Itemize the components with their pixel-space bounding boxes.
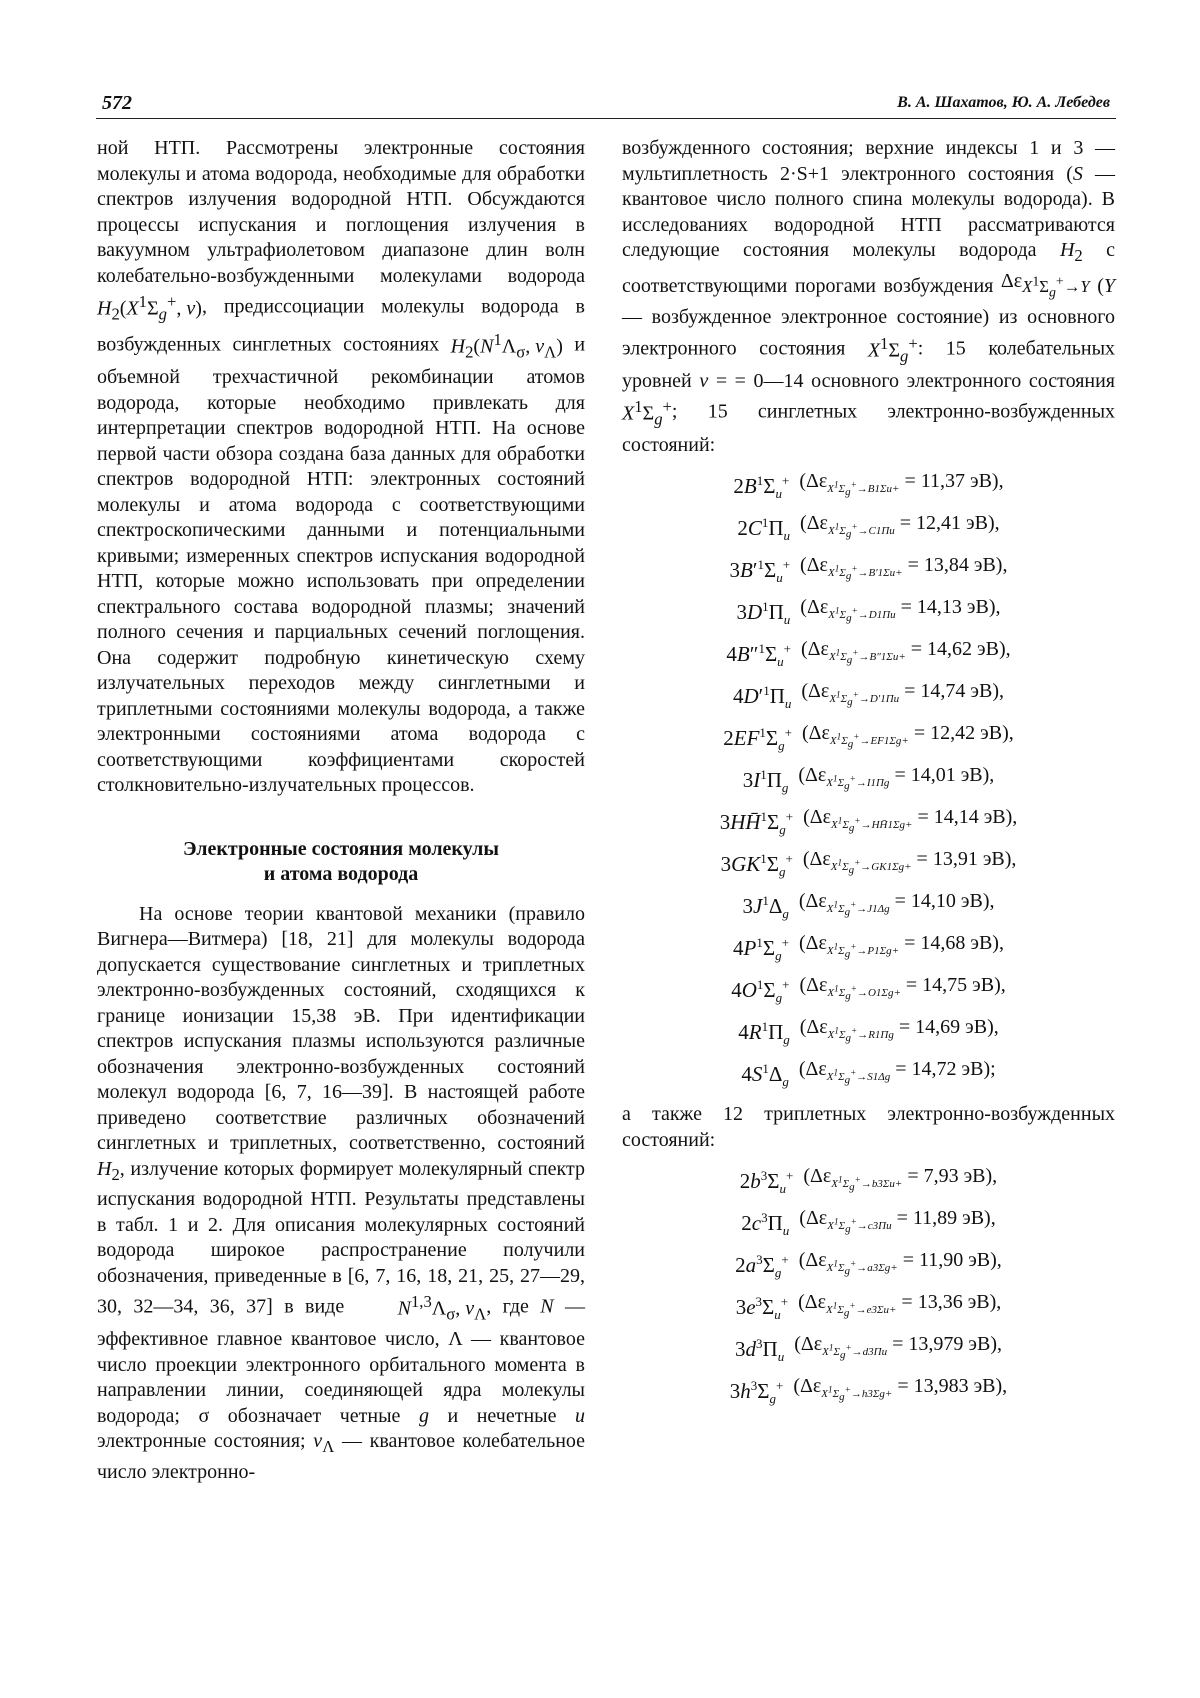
formula-state-notation: $N^{1,3}\Lambda_\sigma$, $v_\Lambda$ bbox=[397, 1292, 487, 1324]
singlet-state-2: $2C^1\Pi_u$ ($\Delta\varepsilon_{X^1\Sigma_g^+\to C1\Pi u} = 12,41$ эВ), bbox=[737, 511, 1000, 543]
left-column bbox=[97, 136, 585, 1485]
formula-h2-excited-singlet: $H_2(N^1\Lambda_\sigma$, $v_\Lambda$) bbox=[450, 330, 563, 362]
triplet-state-1: $2b^3\Sigma_u^+$ ($\Delta\varepsilon_{X^1\Sigma_g^+\to b3\Sigma u+} = 7,93$ эВ), bbox=[739, 1164, 998, 1196]
singlet-state-6: $4D'^1\Pi_u$ ($\Delta\varepsilon_{X^1\Sigma_g^+\to D'1\Pi u} = 14,74$ эВ), bbox=[732, 679, 1005, 711]
singlet-state-8: $3I^1\Pi_g$ ($\Delta\varepsilon_{X^1\Sigma_g^+\to I1\Pi g} = 14,01$ эВ), bbox=[742, 763, 995, 795]
paragraph-thresholds: возбужденного состояния; верхние индексы 1 и 3 — мультиплетность 2·S+1 электронного состояния (S — квантовое число полного спина молекулы водорода). В исследованиях водородной НТП рассматриваются следующие состояния молекулы водорода $H_2$ с соответствующими порогами возбуждения $\Delta\varepsilon_{X^1\Sigma_g^+\to Y}$ (Y — возбужденное электронное состояние) из основного электронного состояния $X^1\Sigma_g^+$: 15 колебательных уровней v = = 0—14 основного электронного состояния $X^1\Sigma_g^+$; 15 синглетных электронно-возбужденных состояний: bbox=[622, 137, 1116, 456]
page-number: 572 bbox=[102, 92, 132, 114]
singlet-state-12: $4P^1\Sigma_g^+$ ($\Delta\varepsilon_{X^1\Sigma_g^+\to P1\Sigma g+} = 14,68$ эВ), bbox=[733, 931, 1004, 963]
singlet-state-14: $4R^1\Pi_g$ ($\Delta\varepsilon_{X^1\Sigma_g^+\to R1\Pi g} = 14,69$ эВ), bbox=[738, 1015, 999, 1047]
singlet-state-3: $3B'^1\Sigma_u^+$ ($\Delta\varepsilon_{X^1\Sigma_g^+\to B'1\Sigma u+} = 13,84$ эВ), bbox=[729, 553, 1008, 585]
formula-h2-ground-state: $H_2(X^1\Sigma_g^+$, v) bbox=[97, 292, 202, 324]
singlet-state-10: $3GK^1\Sigma_g^+$ ($\Delta\varepsilon_{X^1\Sigma_g^+\to GK1\Sigma g+} = 13,91$ эВ), bbox=[720, 847, 1017, 879]
formula-threshold: $\Delta\varepsilon_{X^1\Sigma_g^+\to Y}$ bbox=[1000, 269, 1090, 300]
paragraph-intro-continued: ной НТП. Рассмотрены электронные состояния молекулы и атома водорода, необходимые для обработки спектров излучения водородной НТП. Обсуждаются процессы испускания и поглощения излучения в вакуумном ультрафиолетовом диапазоне длин волн колебательно-возбужденными молекулами водорода $H_2(X^1\Sigma_g^+$, v), предиссоциации молекулы водорода в возбужденных синглетных состояниях $H_2(N^1\Lambda_\sigma$, $v_\Lambda$) и объемной трехчастичной рекомбинации атомов водорода, которые необходимо привлекать для интерпретации спектров водородной НТП. На основе первой части обзора создана база данных для обработки спектров водородной НТП: электронных состояний молекулы и атома водорода с соответствующими спектроскопическими данными и потенциальными кривыми; измеренных спектров испускания водородной НТП, которые можно использовать при определении спектрального состава водородной плазмы; значений полного сечения и парциальных сечений поглощения. Она содержит подробную кинетическую схему излучательных переходов между синглетными и триплетными состояниями молекулы водорода, а также электронными состояниями атома водорода с соответствующими коэффициентами скоростей столкновительно-излучательных процессов. bbox=[97, 137, 586, 797]
section-title: Электронные состояния молекулы и атома водорода bbox=[182, 837, 500, 886]
formula-ground-state: $X^1\Sigma_g^+$ bbox=[867, 333, 918, 366]
singlet-states-list bbox=[622, 466, 1115, 1096]
triplet-state-3: $2a^3\Sigma_g^+$ ($\Delta\varepsilon_{X^1\Sigma_g^+\to a3\Sigma g+} = 11,90$ эВ), bbox=[735, 1248, 1002, 1280]
singlet-state-11: $3J^1\Delta_g$ ($\Delta\varepsilon_{X^1\Sigma_g^+\to J1\Delta g} = 14,10$ эВ), bbox=[742, 889, 995, 921]
formula-ground-state-2: $X^1\Sigma_g^+$ bbox=[622, 397, 672, 430]
singlet-state-7: $2EF^1\Sigma_g^+$ ($\Delta\varepsilon_{X^1\Sigma_g^+\to EF1\Sigma g+} = 12,42$ эВ), bbox=[723, 721, 1014, 753]
singlet-state-1: $2B^1\Sigma_u^+$ ($\Delta\varepsilon_{X^1\Sigma_g^+\to B1\Sigma u+} = 11,37$ эВ), bbox=[733, 469, 1004, 501]
triplet-state-6: $3h^3\Sigma_g^+$ ($\Delta\varepsilon_{X^1\Sigma_g^+\to h3\Sigma g+} = 13,983$ эВ), bbox=[729, 1374, 1008, 1406]
triplet-states-list bbox=[622, 1161, 1115, 1413]
right-column bbox=[622, 136, 1115, 1419]
triplets-intro: а также 12 триплетных электронно-возбужденных состояний: bbox=[622, 1103, 1115, 1151]
triplet-state-4: $3e^3\Sigma_u^+$ ($\Delta\varepsilon_{X^1\Sigma_g^+\to e3\Sigma u+} = 13,36$ эВ), bbox=[735, 1290, 1002, 1322]
triplet-state-2: $2c^3\Pi_u$ ($\Delta\varepsilon_{X^1\Sigma_g^+\to c3\Pi u} = 11,89$ эВ), bbox=[741, 1206, 996, 1238]
running-header bbox=[96, 88, 1116, 119]
triplet-state-5: $3d^3\Pi_u$ ($\Delta\varepsilon_{X^1\Sigma_g^+\to d3\Pi u} = 13,979$ эВ), bbox=[735, 1332, 1002, 1364]
singlet-state-13: $4O^1\Sigma_g^+$ ($\Delta\varepsilon_{X^1\Sigma_g^+\to O1\Sigma g+} = 14,75$ эВ), bbox=[731, 973, 1006, 1005]
paragraph-states-notation: На основе теории квантовой механики (правило Вигнера—Витмера) [18, 21] для молекулы водорода допускается существование синглетных и триплетных электронно-возбужденных состояний, сходящихся к границе ионизации 15,38 эВ. При идентификации спектров испускания плазмы используются различные обозначения электронно-возбужденных состояний молекул водорода [6, 7, 16—39]. В настоящей работе приведено соответствие различных обозначений синглетных и триплетных, соответственно, состояний $H_2$, излучение которых формирует молекулярный спектр испускания водородной НТП. Результаты представлены в табл. 1 и 2. Для описания молекулярных состояний водорода широкое распространение получили обозначения, приведенные в [6, 7, 16, 18, 21, 25, 27—29, 30, 32—34, 36, 37] в виде $N^{1,3}\Lambda_\sigma$, $v_\Lambda$, где N — эффективное главное квантовое число, Λ — квантовое число проекции электронного орбитального момента в направлении линии, соединяющей ядра молекулы водорода; σ обозначает четные g и нечетные u электронные состояния; $v_\Lambda$ — квантовое колебательное число электронно- bbox=[97, 902, 586, 1483]
singlet-state-9: $3HH̄^1\Sigma_g^+$ ($\Delta\varepsilon_{X^1\Sigma_g^+\to HH̄1\Sigma g+} = 14,14$ эВ), bbox=[719, 805, 1018, 837]
singlet-state-5: $4B''^1\Sigma_u^+$ ($\Delta\varepsilon_{X^1\Sigma_g^+\to B''1\Sigma u+} = 14,62$ эВ), bbox=[726, 637, 1011, 669]
singlet-state-4: $3D^1\Pi_u$ ($\Delta\varepsilon_{X^1\Sigma_g^+\to D1\Pi u} = 14,13$ эВ), bbox=[736, 595, 1001, 627]
singlet-state-15: $4S^1\Delta_g$ ($\Delta\varepsilon_{X^1\Sigma_g^+\to S1\Delta g} = 14,72$ эВ); bbox=[741, 1057, 996, 1089]
running-head-authors: В. А. Шахатов, Ю. А. Лебедев bbox=[897, 94, 1110, 111]
